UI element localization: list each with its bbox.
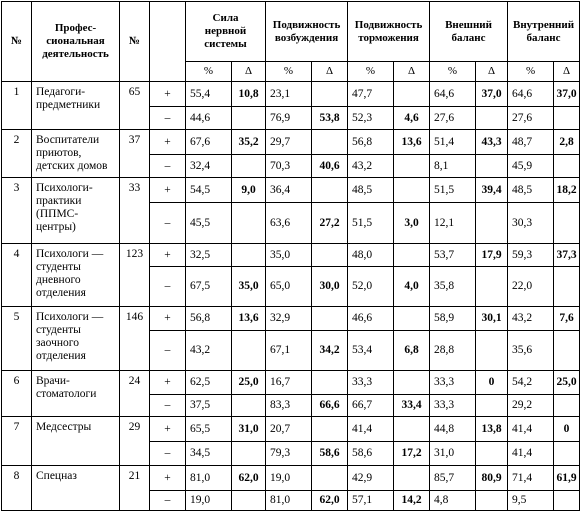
delta-cell: 2,8 (554, 130, 580, 155)
percent-cell: 41,4 (348, 417, 394, 442)
subheader-pct: % (508, 62, 554, 82)
delta-cell (394, 82, 430, 107)
sign-cell: + (150, 130, 186, 155)
delta-cell (394, 178, 430, 203)
percent-cell: 42,9 (348, 466, 394, 491)
delta-cell (476, 267, 508, 307)
delta-cell (312, 307, 348, 331)
delta-cell: 37,0 (554, 82, 580, 107)
subheader-pct: % (348, 62, 394, 82)
delta-cell (394, 307, 430, 331)
percent-cell: 41,4 (508, 442, 554, 466)
delta-cell (476, 331, 508, 371)
percent-cell: 48,7 (508, 130, 554, 155)
sign-cell: – (150, 267, 186, 307)
delta-cell (394, 466, 430, 491)
row-number: 8 (2, 466, 32, 511)
percent-cell: 51,4 (430, 130, 476, 155)
delta-cell (232, 331, 266, 371)
header-no: № (2, 2, 32, 82)
percent-cell: 53,4 (348, 331, 394, 371)
percent-cell: 79,3 (266, 442, 312, 466)
sign-cell: + (150, 244, 186, 267)
header-sign (150, 2, 186, 82)
profession-name: Спецназ (32, 466, 120, 511)
delta-cell (554, 395, 580, 417)
profession-name: Медсестры (32, 417, 120, 466)
delta-cell: 27,2 (312, 203, 348, 244)
delta-cell: 10,8 (232, 82, 266, 107)
percent-cell: 29,2 (508, 395, 554, 417)
percent-cell: 70,3 (266, 155, 312, 178)
delta-cell: 13,6 (394, 130, 430, 155)
delta-cell (394, 417, 430, 442)
sign-cell: – (150, 395, 186, 417)
sign-cell: + (150, 371, 186, 395)
delta-cell (312, 371, 348, 395)
delta-cell (232, 107, 266, 130)
percent-cell: 58,6 (348, 442, 394, 466)
percent-cell: 22,0 (508, 267, 554, 307)
percent-cell: 19,0 (186, 491, 232, 511)
delta-cell: 4,0 (394, 267, 430, 307)
percent-cell: 65,5 (186, 417, 232, 442)
delta-cell (312, 466, 348, 491)
delta-cell: 4,6 (394, 107, 430, 130)
percent-cell: 64,6 (508, 82, 554, 107)
sample-size: 21 (120, 466, 150, 511)
percent-cell: 51,5 (430, 178, 476, 203)
delta-cell (394, 371, 430, 395)
delta-cell: 39,4 (476, 178, 508, 203)
delta-cell: 80,9 (476, 466, 508, 491)
percent-cell: 63,6 (266, 203, 312, 244)
delta-cell (554, 107, 580, 130)
sample-size: 33 (120, 178, 150, 244)
header-profession: Профес- сиональная деятельность (32, 2, 120, 82)
percent-cell: 31,0 (430, 442, 476, 466)
percent-cell: 45,9 (508, 155, 554, 178)
delta-cell (312, 82, 348, 107)
sample-size: 29 (120, 417, 150, 466)
percent-cell: 85,7 (430, 466, 476, 491)
sign-cell: + (150, 178, 186, 203)
table-row (2, 371, 580, 395)
delta-cell: 0 (554, 417, 580, 442)
delta-cell: 66,6 (312, 395, 348, 417)
profession-name: Психологи- практики (ППМС- центры) (32, 178, 120, 244)
percent-cell: 65,0 (266, 267, 312, 307)
header-inner-balance: Внутренний баланс (508, 2, 580, 62)
delta-cell: 35,0 (232, 267, 266, 307)
percent-cell: 45,5 (186, 203, 232, 244)
delta-cell: 14,2 (394, 491, 430, 511)
percent-cell: 29,7 (266, 130, 312, 155)
percent-cell: 53,7 (430, 244, 476, 267)
delta-cell: 25,0 (554, 371, 580, 395)
profession-name: Врачи- стоматологи (32, 371, 120, 417)
percent-cell: 32,5 (186, 244, 232, 267)
percent-cell: 44,6 (186, 107, 232, 130)
percent-cell: 62,5 (186, 371, 232, 395)
sign-cell: – (150, 331, 186, 371)
delta-cell (554, 491, 580, 511)
percent-cell: 56,8 (186, 307, 232, 331)
delta-cell: 62,0 (312, 491, 348, 511)
percent-cell: 46,6 (348, 307, 394, 331)
results-table (1, 1, 580, 511)
percent-cell: 51,5 (348, 203, 394, 244)
percent-cell: 59,3 (508, 244, 554, 267)
percent-cell: 43,2 (348, 155, 394, 178)
percent-cell: 23,1 (266, 82, 312, 107)
delta-cell (476, 155, 508, 178)
header-outer-balance: Внешний баланс (430, 2, 508, 62)
header-excitation: Подвижность возбуждения (266, 2, 348, 62)
delta-cell: 40,6 (312, 155, 348, 178)
percent-cell: 54,2 (508, 371, 554, 395)
subheader-delta: Δ (312, 62, 348, 82)
percent-cell: 28,8 (430, 331, 476, 371)
percent-cell: 67,5 (186, 267, 232, 307)
percent-cell: 12,1 (430, 203, 476, 244)
header-row (2, 2, 580, 62)
delta-cell (394, 155, 430, 178)
delta-cell (476, 491, 508, 511)
delta-cell: 43,3 (476, 130, 508, 155)
subheader-delta: Δ (394, 62, 430, 82)
table-row (2, 130, 580, 155)
percent-cell: 37,5 (186, 395, 232, 417)
delta-cell: 18,2 (554, 178, 580, 203)
delta-cell (476, 203, 508, 244)
sign-cell: – (150, 442, 186, 466)
percent-cell: 35,0 (266, 244, 312, 267)
sample-size: 65 (120, 82, 150, 130)
delta-cell: 9,0 (232, 178, 266, 203)
percent-cell: 27,6 (430, 107, 476, 130)
percent-cell: 83,3 (266, 395, 312, 417)
delta-cell (232, 244, 266, 267)
delta-cell: 34,2 (312, 331, 348, 371)
percent-cell: 35,6 (508, 331, 554, 371)
delta-cell: 7,6 (554, 307, 580, 331)
subheader-pct: % (186, 62, 232, 82)
table-body (2, 82, 580, 511)
delta-cell: 31,0 (232, 417, 266, 442)
delta-cell (312, 178, 348, 203)
percent-cell: 64,6 (430, 82, 476, 107)
percent-cell: 8,1 (430, 155, 476, 178)
percent-cell: 71,4 (508, 466, 554, 491)
delta-cell (232, 442, 266, 466)
subheader-delta: Δ (232, 62, 266, 82)
delta-cell (232, 203, 266, 244)
percent-cell: 32,9 (266, 307, 312, 331)
percent-cell: 20,7 (266, 417, 312, 442)
percent-cell: 48,5 (348, 178, 394, 203)
percent-cell: 35,8 (430, 267, 476, 307)
sign-cell: + (150, 307, 186, 331)
delta-cell: 17,2 (394, 442, 430, 466)
table-row (2, 244, 580, 267)
delta-cell: 13,6 (232, 307, 266, 331)
percent-cell: 27,6 (508, 107, 554, 130)
delta-cell: 62,0 (232, 466, 266, 491)
percent-cell: 67,1 (266, 331, 312, 371)
percent-cell: 81,0 (186, 466, 232, 491)
delta-cell: 3,0 (394, 203, 430, 244)
delta-cell (312, 130, 348, 155)
row-number: 2 (2, 130, 32, 178)
percent-cell: 4,8 (430, 491, 476, 511)
sign-cell: – (150, 107, 186, 130)
percent-cell: 81,0 (266, 491, 312, 511)
percent-cell: 41,4 (508, 417, 554, 442)
subheader-delta: Δ (476, 62, 508, 82)
percent-cell: 16,7 (266, 371, 312, 395)
sign-cell: – (150, 491, 186, 511)
percent-cell: 44,8 (430, 417, 476, 442)
percent-cell: 56,8 (348, 130, 394, 155)
delta-cell (232, 395, 266, 417)
delta-cell (554, 155, 580, 178)
table-row (2, 307, 580, 331)
sign-cell: + (150, 82, 186, 107)
percent-cell: 43,2 (186, 331, 232, 371)
percent-cell: 33,3 (430, 395, 476, 417)
table-row (2, 417, 580, 442)
table-row (2, 466, 580, 491)
percent-cell: 66,7 (348, 395, 394, 417)
delta-cell: 35,2 (232, 130, 266, 155)
delta-cell: 30,0 (312, 267, 348, 307)
subheader-pct: % (430, 62, 476, 82)
row-number: 3 (2, 178, 32, 244)
delta-cell (476, 395, 508, 417)
delta-cell (476, 107, 508, 130)
percent-cell: 30,3 (508, 203, 554, 244)
percent-cell: 32,4 (186, 155, 232, 178)
header-n: № (120, 2, 150, 82)
percent-cell: 9,5 (508, 491, 554, 511)
percent-cell: 47,7 (348, 82, 394, 107)
sample-size: 123 (120, 244, 150, 307)
delta-cell (312, 244, 348, 267)
sample-size: 24 (120, 371, 150, 417)
subheader-pct: % (266, 62, 312, 82)
sign-cell: + (150, 466, 186, 491)
delta-cell (312, 417, 348, 442)
percent-cell: 57,1 (348, 491, 394, 511)
delta-cell: 33,4 (394, 395, 430, 417)
percent-cell: 54,5 (186, 178, 232, 203)
row-number: 4 (2, 244, 32, 307)
delta-cell: 53,8 (312, 107, 348, 130)
delta-cell (554, 267, 580, 307)
table-row (2, 178, 580, 203)
header-nervous-system: Сила нервной системы (186, 2, 266, 62)
percent-cell: 76,9 (266, 107, 312, 130)
subheader-delta: Δ (554, 62, 580, 82)
delta-cell (554, 331, 580, 371)
delta-cell (554, 442, 580, 466)
percent-cell: 33,3 (348, 371, 394, 395)
percent-cell: 43,2 (508, 307, 554, 331)
delta-cell (394, 244, 430, 267)
percent-cell: 67,6 (186, 130, 232, 155)
delta-cell: 61,9 (554, 466, 580, 491)
row-number: 1 (2, 82, 32, 130)
percent-cell: 58,9 (430, 307, 476, 331)
sign-cell: + (150, 417, 186, 442)
row-number: 5 (2, 307, 32, 371)
percent-cell: 33,3 (430, 371, 476, 395)
percent-cell: 55,4 (186, 82, 232, 107)
percent-cell: 36,4 (266, 178, 312, 203)
row-number: 6 (2, 371, 32, 417)
delta-cell: 0 (476, 371, 508, 395)
table-row (2, 82, 580, 107)
header-inhibition: Подвижность торможения (348, 2, 430, 62)
percent-cell: 48,5 (508, 178, 554, 203)
profession-name: Воспитатели приютов, детских домов (32, 130, 120, 178)
percent-cell: 48,0 (348, 244, 394, 267)
delta-cell: 58,6 (312, 442, 348, 466)
delta-cell: 17,9 (476, 244, 508, 267)
delta-cell (232, 491, 266, 511)
delta-cell (554, 203, 580, 244)
profession-name: Психологи — студенты дневного отделения (32, 244, 120, 307)
sign-cell: – (150, 203, 186, 244)
delta-cell: 13,8 (476, 417, 508, 442)
delta-cell (476, 442, 508, 466)
delta-cell: 37,3 (554, 244, 580, 267)
percent-cell: 52,3 (348, 107, 394, 130)
percent-cell: 52,0 (348, 267, 394, 307)
sample-size: 146 (120, 307, 150, 371)
delta-cell: 37,0 (476, 82, 508, 107)
percent-cell: 34,5 (186, 442, 232, 466)
profession-name: Психологи — студенты заочного отделения (32, 307, 120, 371)
delta-cell: 30,1 (476, 307, 508, 331)
sign-cell: – (150, 155, 186, 178)
delta-cell: 6,8 (394, 331, 430, 371)
sample-size: 37 (120, 130, 150, 178)
row-number: 7 (2, 417, 32, 466)
delta-cell (232, 155, 266, 178)
profession-name: Педагоги- предметники (32, 82, 120, 130)
delta-cell: 25,0 (232, 371, 266, 395)
percent-cell: 19,0 (266, 466, 312, 491)
